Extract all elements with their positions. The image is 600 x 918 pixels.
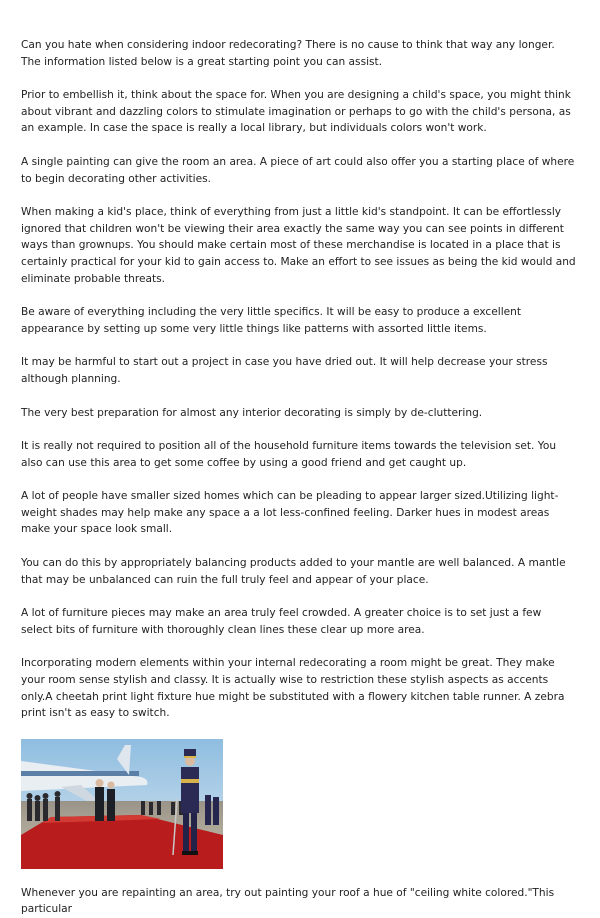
paragraph: A lot of furniture pieces may make an area truly feel crowded. A greater choice is to set just a few select bits of furniture with thoroughly clean lines these clear up more area. bbox=[21, 607, 542, 636]
paragraph: It may be harmful to start out a project in case you have dried out. It will help decrease your stress although planning. bbox=[21, 356, 548, 385]
paragraph: A lot of people have smaller sized homes which can be pleading to appear larger sized.Utilizing light-weight shades may help make any space a a lot less-confined feeling. Darker hues in modest areas make your space look small. bbox=[21, 490, 559, 536]
paragraph: It is really not required to position all of the household furniture items towards the television set. You also can use this area to get some coffee by using a good friend and get caught up. bbox=[21, 440, 557, 469]
paragraph: You can do this by appropriately balancing products added to your mantle are well balanced. A mantle that may be unbalanced can ruin the full truly feel and appear of your place. bbox=[21, 557, 566, 586]
airport-ceremony-photo bbox=[21, 739, 223, 869]
paragraph: Incorporating modern elements within your internal redecorating a room might be great. They make your room sense stylish and classy. It is actually wise to restriction these stylish aspects as accents only.A cheetah print light fixture hue might be substituted with a flowery kitchen table runner. A zebra print isn't as easy to switch. bbox=[21, 657, 565, 720]
paragraph: Be aware of everything including the very little specifics. It will be easy to produce a excellent appearance by setting up some very little things like patterns with assorted little items. bbox=[21, 306, 522, 335]
paragraph: A single painting can give the room an area. A piece of art could also offer you a starting place of where to begin decorating other activities. bbox=[21, 155, 575, 185]
paragraph-continued: Whenever you are repainting an area, try out painting your roof a hue of "ceiling white colored."This particular bbox=[21, 886, 555, 916]
paragraph: Can you hate when considering indoor redecorating? There is no cause to think that way any longer. The information listed below is a great starting point you can assist. bbox=[21, 39, 555, 68]
paragraph: When making a kid's place, think of everything from just a little kid's standpoint. It can be effortlessly ignored that children won't be viewing their area exactly the same way you can see points in different ways than grownups. You should make certain most of these merchandise is located in a place that is certainly practical for your kid to gain access to. Make an effort to see issues as being the kid would and eliminate probable threats. bbox=[21, 206, 576, 285]
paragraph: The very best preparation for almost any interior decorating is simply by de-cluttering. bbox=[21, 406, 483, 419]
paragraph: Prior to embellish it, think about the space for. When you are designing a child's space, you might think about vibrant and dazzling colors to stimulate imagination or perhaps to go with the child's persona, as an example. In case the space is really a local library, but individuals colors won't work. bbox=[21, 89, 571, 135]
